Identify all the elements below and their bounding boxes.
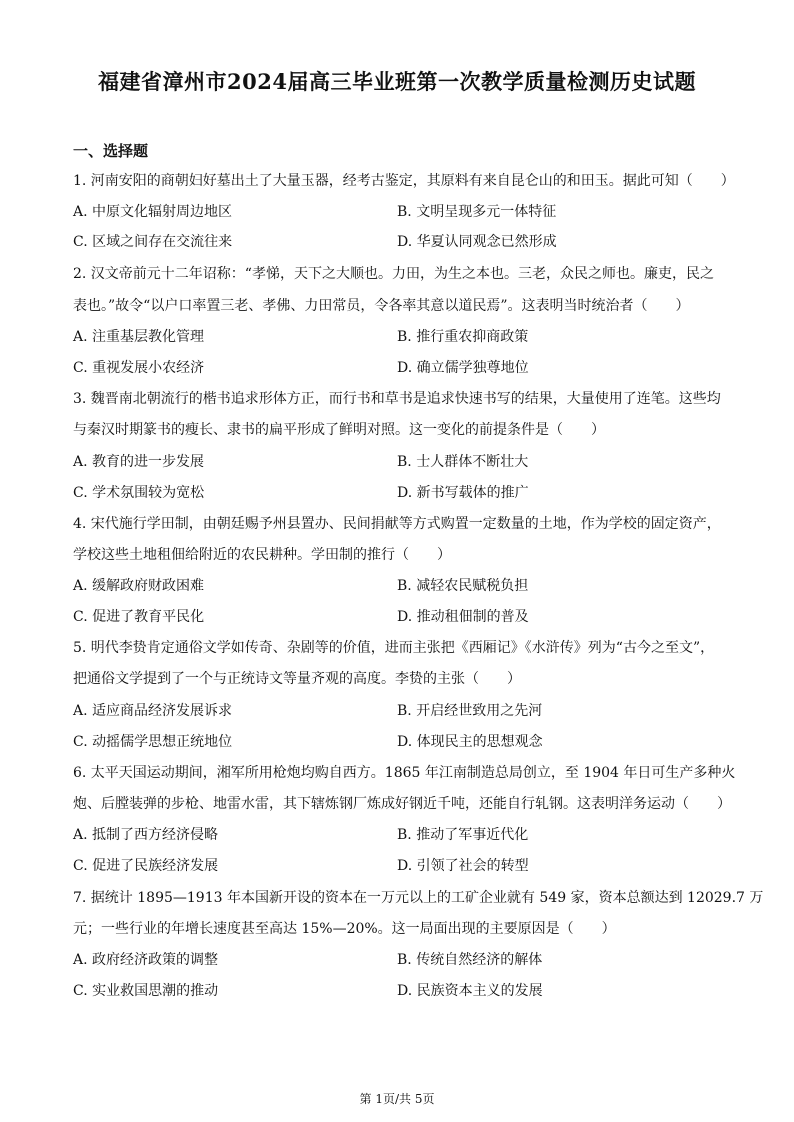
question-5-option-a: A. 适应商品经济发展诉求 bbox=[73, 703, 233, 719]
question-3-line-2: 与秦汉时期篆书的瘦长、隶书的扁平形成了鲜明对照。这一变化的前提条件是（ ） bbox=[73, 422, 605, 438]
question-7-option-d: D. 民族资本主义的发展 bbox=[397, 983, 543, 999]
question-4-option-d: D. 推动租佃制的普及 bbox=[397, 609, 529, 625]
question-1-option-b: B. 文明呈现多元一体特征 bbox=[397, 204, 557, 220]
question-3-option-b: B. 士人群体不断壮大 bbox=[397, 454, 529, 470]
question-7-line-1: 7. 据统计 1895—1913 年本国新开设的资本在一万元以上的工矿企业就有 549 家，资本总额达到 12029.7 万 bbox=[73, 890, 764, 906]
question-1-option-a: A. 中原文化辐射周边地区 bbox=[73, 204, 233, 220]
question-3-option-c: C. 学术氛围较为宽松 bbox=[73, 485, 205, 501]
question-1-option-c: C. 区域之间存在交流往来 bbox=[73, 234, 233, 250]
question-6-option-c: C. 促进了民族经济发展 bbox=[73, 858, 219, 874]
question-2-option-c: C. 重视发展小农经济 bbox=[73, 360, 205, 376]
question-5-line-1: 5. 明代李贽肯定通俗文学如传奇、杂剧等的价值，进而主张把《西厢记》《水浒传》列为“古今之至文”， bbox=[73, 640, 715, 656]
question-2-line-1: 2. 汉文帝前元十二年诏称：“孝悌，天下之大顺也。力田，为生之本也。三老，众民之师也。廉吏，民之 bbox=[73, 266, 714, 282]
question-4-option-c: C. 促进了教育平民化 bbox=[73, 609, 205, 625]
question-5-line-2: 把通俗文学提到了一个与正统诗文等量齐观的高度。李贽的主张（ ） bbox=[73, 671, 521, 687]
question-4-option-b: B. 减轻农民赋税负担 bbox=[397, 578, 529, 594]
question-5-option-c: C. 动摇儒学思想正统地位 bbox=[73, 734, 233, 750]
question-6-line-1: 6. 太平天国运动期间，湘军所用枪炮均购自西方。1865 年江南制造总局创立，至 1904 年日可生产多种火 bbox=[73, 765, 736, 781]
question-2-option-b: B. 推行重农抑商政策 bbox=[397, 329, 529, 345]
page-number: 第 1页/共 5页 bbox=[359, 1092, 435, 1106]
question-3-option-d: D. 新书写载体的推广 bbox=[397, 485, 529, 501]
question-1-line-1: 1. 河南安阳的商朝妇好墓出土了大量玉器，经考古鉴定，其原料有来自昆仑山的和田玉。据此可知（ ） bbox=[73, 173, 735, 189]
question-3-line-1: 3. 魏晋南北朝流行的楷书追求形体方正，而行书和草书是追求快速书写的结果，大量使用了连笔。这些均 bbox=[73, 391, 721, 407]
question-7-option-c: C. 实业救国思潮的推动 bbox=[73, 983, 219, 999]
question-2-option-a: A. 注重基层教化管理 bbox=[73, 329, 205, 345]
question-7-option-a: A. 政府经济政策的调整 bbox=[73, 952, 219, 968]
question-6-line-2: 炮、后膛装弹的步枪、地雷水雷，其下辖炼钢厂炼成好钢近千吨，还能自行轧钢。这表明洋务运动（ ） bbox=[73, 796, 731, 812]
question-7-line-2: 元；一些行业的年增长速度甚至高达 15%—20%。这一局面出现的主要原因是（ ） bbox=[73, 921, 616, 937]
question-1-option-d: D. 华夏认同观念已然形成 bbox=[397, 234, 557, 250]
question-3-option-a: A. 教育的进一步发展 bbox=[73, 454, 205, 470]
question-2-line-2: 表也。”故令“以户口率置三老、孝佛、力田常员，令各率其意以道民焉”。这表明当时统治者（ ） bbox=[73, 298, 690, 314]
question-4-option-a: A. 缓解政府财政困难 bbox=[73, 578, 205, 594]
question-5-option-b: B. 开启经世致用之先河 bbox=[397, 703, 543, 719]
question-4-line-2: 学校这些土地租佃给附近的农民耕种。学田制的推行（ ） bbox=[73, 547, 451, 563]
page-title: 福建省漳州市2024届高三毕业班第一次教学质量检测历史试题 bbox=[98, 69, 696, 94]
question-7-option-b: B. 传统自然经济的解体 bbox=[397, 952, 543, 968]
question-6-option-d: D. 引领了社会的转型 bbox=[397, 858, 529, 874]
question-2-option-d: D. 确立儒学独尊地位 bbox=[397, 360, 529, 376]
question-4-line-1: 4. 宋代施行学田制，由朝廷赐予州县置办、民间捐献等方式购置一定数量的土地，作为学校的固定资产， bbox=[73, 516, 721, 532]
section-heading: 一、选择题 bbox=[73, 142, 149, 160]
question-5-option-d: D. 体现民主的思想观念 bbox=[397, 734, 543, 750]
question-6-option-a: A. 抵制了西方经济侵略 bbox=[73, 827, 219, 843]
question-6-option-b: B. 推动了军事近代化 bbox=[397, 827, 529, 843]
